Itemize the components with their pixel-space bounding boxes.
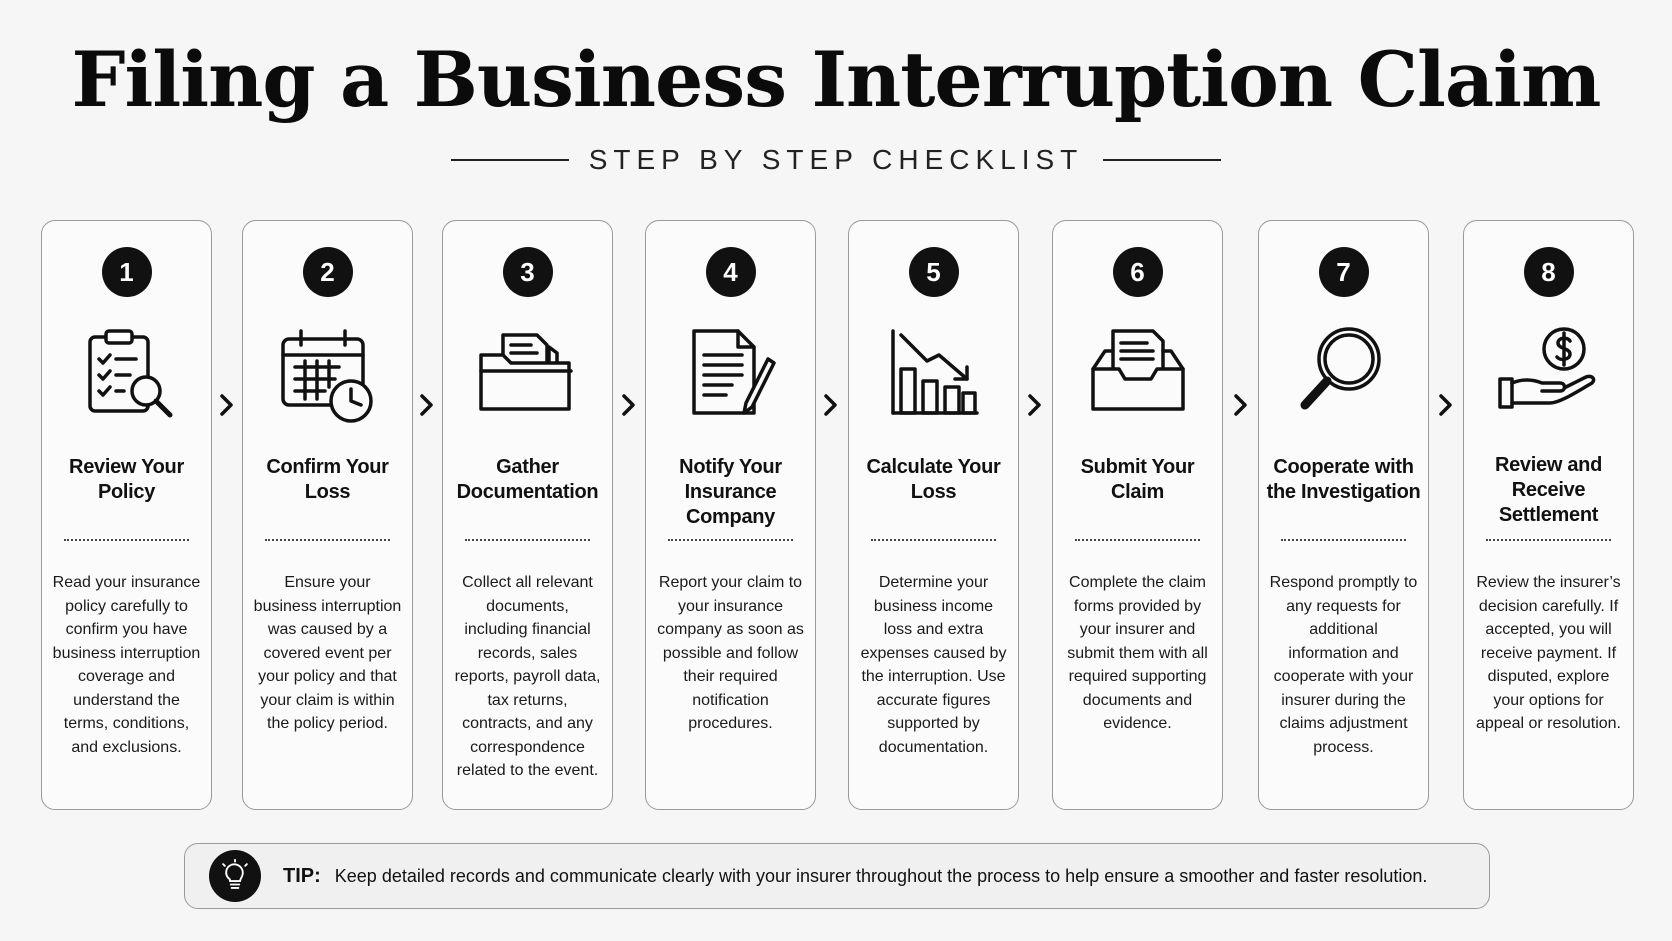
magnifying-glass-icon <box>1289 321 1399 431</box>
chevron-right-icon <box>619 390 639 420</box>
step-description: Complete the claim forms provided by your insurer and submit them with all required supporting documents and evidence. <box>1067 574 1208 732</box>
chevron-right-icon <box>417 390 437 420</box>
chevron-right-icon <box>1025 390 1045 420</box>
step-title: Cooperate with the Investigation <box>1266 456 1421 503</box>
step-number-badge: 4 <box>706 247 756 297</box>
chevron-right-icon <box>217 390 237 420</box>
step-title: Gather Documentation <box>456 456 599 503</box>
step-card-6 <box>1052 220 1223 810</box>
step-title: Calculate Your Loss <box>866 456 1001 503</box>
tip-banner <box>184 843 1490 909</box>
step-description: Read your insurance policy carefully to confirm you have business interruption coverage and understand the terms, conditions, and exclusions. <box>52 574 201 756</box>
step-description: Ensure your business interruption was caused by a covered event per your policy and that your claim is within the policy period. <box>253 574 402 732</box>
clipboard-magnifier-icon <box>72 321 182 431</box>
subtitle-row <box>0 140 1672 180</box>
hand-dollar-icon <box>1494 321 1604 431</box>
step-description: Report your claim to your insurance company as soon as possible and follow their required notification procedures. <box>657 574 804 732</box>
subtitle-rule-left <box>451 159 569 161</box>
step-number-badge: 5 <box>909 247 959 297</box>
calendar-clock-icon <box>273 321 383 431</box>
declining-chart-icon <box>879 321 989 431</box>
step-description: Review the insurer’s decision carefully. If accepted, you will receive payment. If disputed, explore your options for appeal or resolution. <box>1476 574 1621 732</box>
step-number-badge: 1 <box>102 247 152 297</box>
step-card-2 <box>242 220 413 810</box>
dotted-divider <box>465 539 590 541</box>
tip-label: TIP: <box>283 864 321 887</box>
dotted-divider <box>1075 539 1200 541</box>
steps-row <box>0 220 1672 810</box>
dotted-divider <box>265 539 390 541</box>
step-title: Review Your Policy <box>69 456 184 503</box>
dotted-divider <box>871 539 996 541</box>
step-description: Collect all relevant documents, including financial records, sales reports, payroll data, tax returns, contracts, and any correspondence related to the event. <box>454 574 601 779</box>
step-card-4 <box>645 220 816 810</box>
step-card-3 <box>442 220 613 810</box>
page-title: Filing a Business Interruption Claim <box>71 35 1601 124</box>
lightbulb-icon <box>209 850 261 902</box>
chevron-right-icon <box>821 390 841 420</box>
step-number-badge: 2 <box>303 247 353 297</box>
page-subtitle: STEP BY STEP CHECKLIST <box>588 144 1084 175</box>
step-title: Notify Your Insurance Company <box>679 456 782 528</box>
step-card-8 <box>1463 220 1634 810</box>
folder-documents-icon <box>473 321 583 431</box>
document-pen-icon <box>676 321 786 431</box>
step-title: Submit Your Claim <box>1080 456 1195 503</box>
subtitle-rule-right <box>1103 159 1221 161</box>
inbox-tray-icon <box>1083 321 1193 431</box>
dotted-divider <box>1281 539 1406 541</box>
step-card-1 <box>41 220 212 810</box>
dotted-divider <box>668 539 793 541</box>
step-description: Determine your business income loss and extra expenses caused by the interruption. Use accurate figures supported by documentation. <box>860 574 1007 756</box>
step-description: Respond promptly to any requests for additional information and cooperate with your insurer during the claims adjustment process. <box>1269 574 1418 756</box>
step-number-badge: 8 <box>1524 247 1574 297</box>
tip-text: Keep detailed records and communicate clearly with your insurer throughout the process to help ensure a smoother and faster resolution. <box>334 865 1428 886</box>
step-card-5 <box>848 220 1019 810</box>
chevron-right-icon <box>1436 390 1456 420</box>
dotted-divider <box>1486 539 1611 541</box>
step-card-7 <box>1258 220 1429 810</box>
step-number-badge: 3 <box>503 247 553 297</box>
step-title: Review and Receive Settlement <box>1494 454 1603 526</box>
step-number-badge: 7 <box>1319 247 1369 297</box>
step-title: Confirm Your Loss <box>266 456 389 503</box>
step-number-badge: 6 <box>1113 247 1163 297</box>
chevron-right-icon <box>1231 390 1251 420</box>
dotted-divider <box>64 539 189 541</box>
